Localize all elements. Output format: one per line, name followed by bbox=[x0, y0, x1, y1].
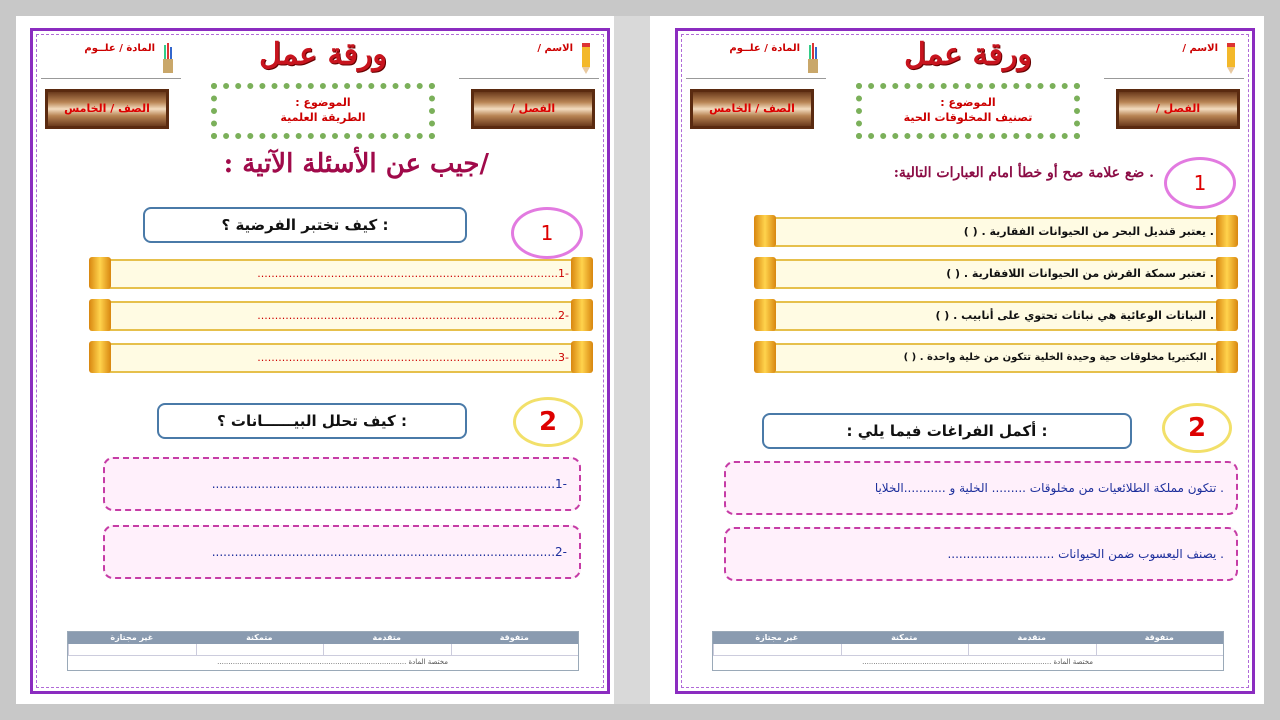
tab-icon bbox=[1216, 341, 1238, 373]
answer-scroll-2[interactable]: -2.......................................................................................... bbox=[103, 525, 581, 579]
statement-4[interactable]: . البكتيريا مخلوقات حية وحيدة الخلية تتكون من خلية واحدة . ( ) bbox=[772, 343, 1222, 373]
worksheet-page-left bbox=[30, 28, 610, 694]
grid-header: غير مجتازة bbox=[755, 633, 799, 642]
question-1-box: : كيف تختبر الفرضية ؟ bbox=[143, 207, 467, 243]
topic-value: تصنيف المخلوقات الحية bbox=[903, 111, 1033, 124]
grid-header: متفوقة bbox=[499, 633, 529, 642]
pencil-icon bbox=[579, 41, 593, 75]
assessment-grid bbox=[67, 631, 579, 671]
section-box: الفصل / bbox=[1116, 89, 1240, 129]
grid-header: متقدمة bbox=[1017, 633, 1046, 642]
tab-icon bbox=[89, 299, 111, 331]
tab-icon bbox=[89, 257, 111, 289]
question-1-badge: 1 bbox=[511, 207, 583, 259]
grid-row bbox=[713, 644, 1223, 656]
grid-note: مختصة المادة ..................................................................................... bbox=[217, 658, 448, 666]
answer-line-1[interactable]: -1...................................................................................... bbox=[107, 259, 577, 289]
answer-line-2[interactable]: -2...................................................................................... bbox=[107, 301, 577, 331]
worksheet-title: ورقة عمل bbox=[259, 37, 387, 72]
question-1-badge: 1 bbox=[1164, 157, 1236, 209]
section-box: الفصل / bbox=[471, 89, 595, 129]
grid-header: متمكنة bbox=[246, 633, 273, 642]
fill-line-1[interactable]: . تتكون مملكة الطلائعيات من مخلوقات ......... الخلية و ...........الخلايا bbox=[724, 461, 1238, 515]
tab-icon bbox=[571, 299, 593, 331]
tab-icon bbox=[1216, 257, 1238, 289]
grid-header: غير مجتازة bbox=[110, 633, 154, 642]
topic-value: الطريقة العلمية bbox=[280, 111, 366, 124]
tab-icon bbox=[1216, 299, 1238, 331]
topic-heading: الموضوع : bbox=[295, 96, 351, 109]
tab-icon bbox=[754, 299, 776, 331]
pencil-cup-icon bbox=[161, 41, 175, 75]
name-field bbox=[459, 39, 599, 79]
grid-header: متمكنة bbox=[891, 633, 918, 642]
grid-row bbox=[68, 644, 578, 656]
tab-icon bbox=[571, 341, 593, 373]
pencil-icon bbox=[1224, 41, 1238, 75]
page-gap bbox=[614, 16, 650, 704]
topic-heading: الموضوع : bbox=[940, 96, 996, 109]
statement-1[interactable]: . يعتبر قنديل البحر من الحيوانات الفقارية . ( ) bbox=[772, 217, 1222, 247]
main-heading: /جيب عن الأسئلة الآتية : bbox=[223, 149, 489, 179]
grade-box: الصف / الخامس bbox=[45, 89, 169, 129]
tab-icon bbox=[754, 257, 776, 289]
question-2-badge: 2 bbox=[513, 397, 583, 447]
grid-header: متقدمة bbox=[372, 633, 401, 642]
tab-icon bbox=[754, 215, 776, 247]
subject-label: المادة / علــوم bbox=[84, 43, 155, 54]
pencil-cup-icon bbox=[806, 41, 820, 75]
worksheet-page-right bbox=[675, 28, 1255, 694]
subject-field bbox=[41, 39, 181, 79]
name-label: الاسم / bbox=[1182, 43, 1218, 54]
grid-note: مختصة المادة ..................................................................................... bbox=[862, 658, 1093, 666]
question-2-box: : كيف تحلل البيــــــانات ؟ bbox=[157, 403, 467, 439]
tab-icon bbox=[571, 257, 593, 289]
worksheet-title: ورقة عمل bbox=[904, 37, 1032, 72]
name-field bbox=[1104, 39, 1244, 79]
tab-icon bbox=[754, 341, 776, 373]
topic-box bbox=[211, 83, 435, 139]
answer-scroll-1[interactable]: -1.......................................................................................... bbox=[103, 457, 581, 511]
tab-icon bbox=[89, 341, 111, 373]
question-2-badge: 2 bbox=[1162, 403, 1232, 453]
statement-2[interactable]: . تعتبر سمكة القرش من الحيوانات اللافقارية . ( ) bbox=[772, 259, 1222, 289]
assessment-grid bbox=[712, 631, 1224, 671]
question-1-heading: . ضع علامة صح أو خطأ امام العبارات التالية: bbox=[893, 165, 1154, 181]
tab-icon bbox=[1216, 215, 1238, 247]
grade-box: الصف / الخامس bbox=[690, 89, 814, 129]
grid-header: متفوقة bbox=[1144, 633, 1174, 642]
statement-3[interactable]: . النباتات الوعائية هي نباتات تحتوي على أنابيب . ( ) bbox=[772, 301, 1222, 331]
fill-line-2[interactable]: . يصنف اليعسوب ضمن الحيوانات ............................ bbox=[724, 527, 1238, 581]
name-label: الاسم / bbox=[537, 43, 573, 54]
topic-box bbox=[856, 83, 1080, 139]
answer-line-3[interactable]: -3...................................................................................... bbox=[107, 343, 577, 373]
subject-label: المادة / علــوم bbox=[729, 43, 800, 54]
subject-field bbox=[686, 39, 826, 79]
question-2-box: : أكمل الفراغات فيما يلي : bbox=[762, 413, 1132, 449]
